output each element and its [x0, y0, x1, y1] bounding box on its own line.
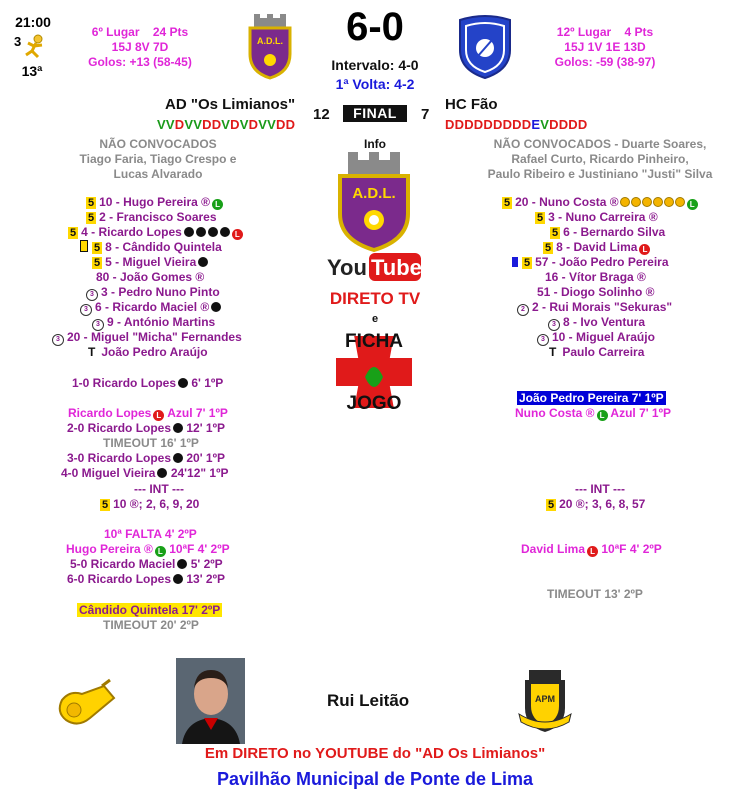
form-result: V	[221, 117, 231, 132]
player-name: 20 - Miguel "Micha" Fernandes	[67, 330, 242, 344]
live-note[interactable]: Em DIRETO no YOUTUBE do "AD Os Limianos"	[204, 745, 546, 762]
player-name: 57 - João Pedro Pereira	[535, 255, 669, 269]
blue-card-icon	[512, 257, 518, 267]
form-result: D	[211, 117, 222, 132]
goal-event: 2-0 Ricardo Lopes 12' 1ºP	[67, 421, 225, 435]
home-player-row[interactable]: 5 2 - Francisco Soares	[88, 210, 217, 224]
home-player-row[interactable]: 5 10 - Hugo Pereira ® L	[86, 195, 223, 210]
player-name: Paulo Carreira	[562, 345, 645, 359]
goal-event: 6-0 Ricardo Lopes 13' 2ºP	[67, 572, 225, 586]
player-name: 20 - Nuno Costa ®	[515, 195, 619, 209]
runner-icon	[20, 33, 50, 61]
home-player-row[interactable]: 5 8 - Cândido Quintela	[80, 240, 222, 255]
card-icon: L	[687, 199, 698, 210]
timeout-event: TIMEOUT 16' 1ºP	[103, 436, 199, 450]
whistle-icon	[52, 672, 120, 730]
yellow-card-event: Cândido Quintela 17' 2ºP	[79, 603, 221, 617]
halftime-score: Intervalo: 4-0	[331, 57, 419, 73]
form-result: D	[248, 117, 259, 132]
form-result: V	[193, 117, 203, 132]
player-name: 8 - Cândido Quintela	[105, 240, 222, 254]
form-result: V	[540, 117, 550, 132]
interval-lineup: 5 20 ®; 3, 6, 8, 57	[548, 497, 646, 511]
referee-photo	[176, 658, 245, 744]
youtube-logo[interactable]: You Tube	[327, 255, 422, 280]
home-not-called-title: NÃO CONVOCADOS	[99, 137, 217, 151]
blue-card-event: João Pedro Pereira 7' 1ºP	[519, 391, 664, 405]
player-name: 10 - Miguel Araújo	[552, 330, 655, 344]
card-icon: L	[639, 244, 650, 255]
player-name: 10 - Hugo Pereira ®	[99, 195, 211, 209]
form-result: D	[202, 117, 212, 132]
home-record: 15J 8V 7D	[111, 40, 169, 54]
player-name: 6 - Bernardo Silva	[563, 225, 666, 239]
card-icon: L	[232, 229, 243, 240]
form-result: D	[275, 117, 286, 132]
form-result: V	[157, 117, 166, 132]
home-player-row[interactable]: 3 9 - António Martins	[92, 315, 215, 331]
apm-crest: APM	[515, 668, 575, 736]
card-event: Nuno Costa ® L Azul 7' 1ºP	[515, 406, 671, 420]
card-event: David Lima L 10ªF 4' 2ºP	[521, 542, 662, 556]
player-name: 3 - Pedro Nuno Pinto	[101, 285, 220, 299]
info-label[interactable]: Info	[364, 137, 386, 151]
home-crest[interactable]	[244, 14, 296, 80]
interval-label: --- INT ---	[134, 482, 184, 496]
and-label: e	[371, 313, 379, 325]
goal-event: 4-0 Miguel Vieira 24'12" 1ºP	[61, 466, 229, 480]
home-not-called-line1: Tiago Faria, Tiago Crespo e	[79, 152, 237, 166]
player-name: 8 - David Lima	[556, 240, 638, 254]
timeout-event: TIMEOUT 20' 2ºP	[103, 618, 199, 632]
form-result: D	[464, 117, 474, 132]
away-fouls: 7	[421, 106, 430, 123]
home-not-called-line2: Lucas Alvarado	[113, 167, 203, 181]
form-result: D	[577, 117, 588, 132]
home-player-row[interactable]: 3 6 - Ricardo Maciel ®	[80, 300, 221, 316]
away-player-row[interactable]	[537, 285, 655, 300]
club-logo[interactable]	[330, 152, 418, 252]
form-result: D	[483, 117, 493, 132]
away-player-row[interactable]: 5 57 - João Pedro Pereira	[512, 255, 669, 270]
first-leg-score: 1ª Volta: 4-2	[335, 76, 415, 92]
form-result: D	[473, 117, 484, 132]
form-result: V	[184, 117, 194, 132]
away-crest[interactable]	[456, 14, 514, 80]
away-record: 15J 1V 1E 13D	[564, 40, 646, 54]
home-points: 24 Pts	[152, 25, 189, 39]
away-player-row[interactable]: 3 8 - Ivo Ventura	[548, 315, 645, 331]
player-name: 4 - Ricardo Lopes	[81, 225, 182, 239]
form-result: D	[502, 117, 513, 132]
direto-tv-label[interactable]: DIRETO TV	[329, 289, 421, 308]
home-fouls: 12	[313, 106, 330, 123]
form-result: D	[445, 117, 455, 132]
player-name: 80 - João Gomes ®	[96, 270, 205, 284]
away-player-row[interactable]: 5 3 - Nuno Carreira ®	[537, 210, 658, 224]
away-player-row[interactable]: 3 10 - Miguel Araújo	[537, 330, 655, 346]
form-result: E	[531, 117, 541, 132]
home-player-row[interactable]: 3 20 - Miguel "Micha" Fernandes	[52, 330, 242, 346]
away-player-row[interactable]: 5 8 - David Lima L	[543, 240, 650, 255]
player-name: 16 - Vítor Braga ®	[545, 270, 646, 284]
home-position: 6º Lugar	[91, 25, 140, 39]
form-result: D	[568, 117, 578, 132]
round-label: 13ª	[21, 63, 43, 79]
goal-event: 3-0 Ricardo Lopes 20' 1ºP	[67, 451, 225, 465]
away-player-row[interactable]: T Paulo Carreira	[549, 345, 645, 359]
form-result: D	[558, 117, 569, 132]
foul-event: 10ª FALTA 4' 2ºP	[104, 527, 197, 541]
referee-name: Rui Leitão	[327, 691, 410, 710]
player-name: 9 - António Martins	[107, 315, 216, 329]
home-form	[157, 117, 295, 132]
form-result: D	[174, 117, 185, 132]
score: 6-0	[346, 5, 404, 49]
timeout-event: TIMEOUT 13' 2ºP	[547, 587, 643, 601]
home-goals: Golos: +13 (58-45)	[88, 55, 192, 69]
svg-text:A.D.L.: A.D.L.	[352, 185, 396, 202]
away-not-called-title: NÃO CONVOCADOS - Duarte Soares,	[493, 137, 707, 151]
away-position: 12º Lugar	[556, 25, 612, 39]
match-time: 21:00	[15, 14, 51, 30]
away-not-called-line1: Rafael Curto, Ricardo Pinheiro,	[511, 152, 689, 166]
player-name: 8 - Ivo Ventura	[563, 315, 646, 329]
goal-event: 1-0 Ricardo Lopes 6' 1ºP	[72, 376, 224, 390]
away-form	[445, 117, 587, 132]
form-result: V	[258, 117, 268, 132]
interval-lineup: 5 10 ®; 2, 6, 9, 20	[102, 497, 200, 511]
home-player-row[interactable]: 5 5 - Miguel Vieira	[92, 255, 208, 270]
away-team-name[interactable]: HC Fão	[445, 96, 498, 113]
match-status-badge: FINAL	[343, 105, 407, 122]
player-name: 3 - Nuno Carreira ®	[548, 210, 658, 224]
home-player-row[interactable]: 5 4 - Ricardo Lopes L	[68, 225, 243, 240]
home-player-row[interactable]	[96, 270, 204, 285]
player-name: 2 - Francisco Soares	[99, 210, 217, 224]
form-result: D	[549, 117, 559, 132]
form-result: V	[267, 117, 276, 132]
player-name: 6 - Ricardo Maciel ®	[95, 300, 210, 314]
away-not-called-line2: Paulo Ribeiro e Justiniano "Justi" Silva	[487, 167, 713, 181]
away-points: 4 Pts	[624, 25, 654, 39]
away-player-row[interactable]	[545, 270, 646, 285]
card-event: Hugo Pereira ® L 10ªF 4' 2ºP	[66, 542, 230, 556]
svg-text:A.D.L.: A.D.L.	[257, 36, 283, 46]
home-team-name[interactable]: AD "Os Limianos"	[165, 96, 296, 113]
form-result: D	[230, 117, 240, 132]
player-name: 51 - Diogo Solinho ®	[537, 285, 655, 299]
round-small: 3	[14, 34, 22, 49]
away-goals: Golos: -59 (38-97)	[554, 55, 656, 69]
home-player-row[interactable]: T João Pedro Araújo	[88, 345, 208, 359]
ficha-jogo-logo[interactable]: FICHA JOGO	[325, 327, 423, 417]
goal-event: 5-0 Ricardo Maciel 5' 2ºP	[70, 557, 223, 571]
away-player-row[interactable]: 2 2 - Rui Morais "Sekuras"	[517, 300, 672, 316]
card-event: Ricardo Lopes L Azul 7' 1ºP	[68, 406, 228, 420]
form-result: V	[165, 117, 175, 132]
card-icon: L	[212, 199, 223, 210]
away-player-row[interactable]: 5 20 - Nuno Costa ® L	[502, 195, 698, 210]
home-player-row[interactable]: 3 3 - Pedro Nuno Pinto	[86, 285, 220, 301]
yellow-card-icon	[80, 240, 88, 252]
player-name: 2 - Rui Morais "Sekuras"	[532, 300, 673, 314]
form-result: D	[454, 117, 465, 132]
form-result: D	[285, 117, 296, 132]
form-result: D	[521, 117, 532, 132]
interval-label: --- INT ---	[575, 482, 625, 496]
form-result: D	[492, 117, 503, 132]
player-name: João Pedro Araújo	[101, 345, 208, 359]
away-player-row[interactable]: 5 6 - Bernardo Silva	[552, 225, 666, 239]
form-result: D	[512, 117, 522, 132]
player-name: 5 - Miguel Vieira	[105, 255, 197, 269]
venue: Pavilhão Municipal de Ponte de Lima	[216, 769, 534, 789]
form-result: V	[239, 117, 249, 132]
